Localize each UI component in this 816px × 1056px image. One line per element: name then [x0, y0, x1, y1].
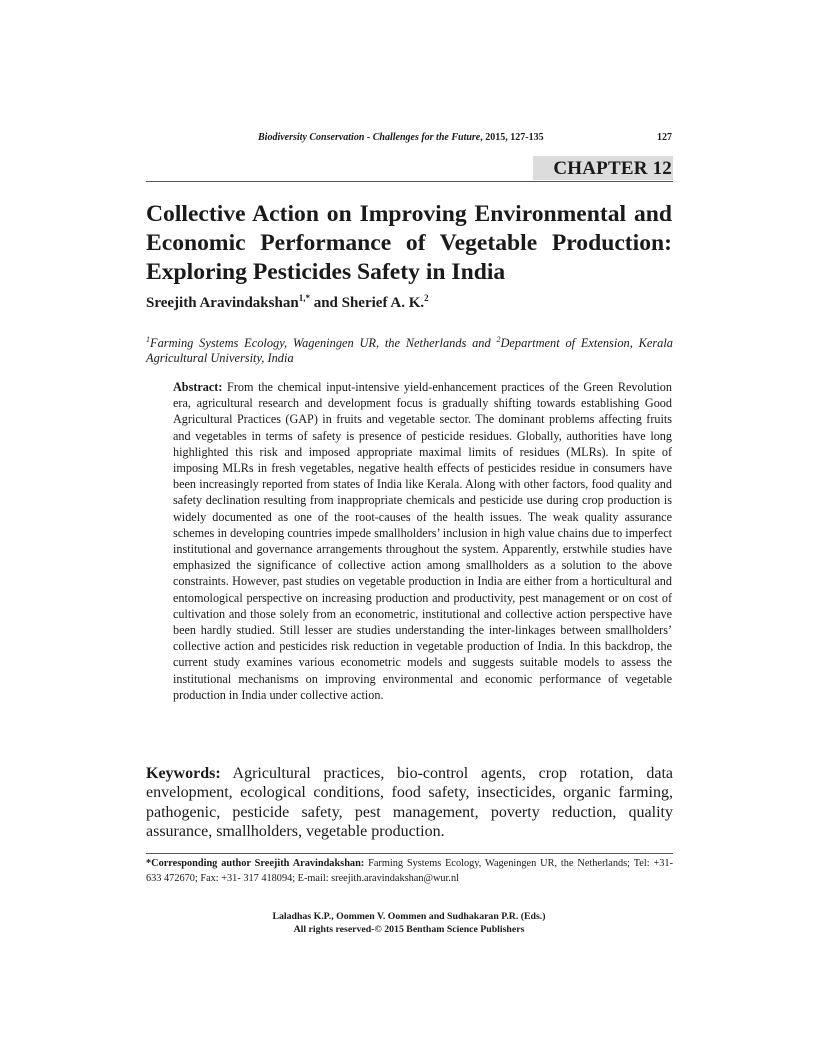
author-1-affiliation-mark: 1,*	[298, 293, 310, 303]
abstract-text: From the chemical input-intensive yield-enhancement practices of the Green Revolution era, agricultural research and development focus is gradually shifting towards establishing Good Agricultural Practices (GAP) in fruits and vegetable sector. The dominant problems affecting fruits and vegetables in terms of safety is presence of pesticide residues. Globally, authorities have long highlighted this risk and imposed appropriate maximal limits of residues (MLRs). In spite of imposing MLRs in fresh vegetables, negative health effects of pesticides residue in consumers have been increasingly reported from states of India like Kerala. Along with other factors, food quality and safety declination resulting from inappropriate chemicals and pesticide use during crop production is widely documented as one of the root-causes of the health issues. The weak quality assurance schemes in developing countries impede smallholders’ inclusion in high value chains due to imperfect institutional and governance arrangements throughout the system. Apparently, erstwhile studies have emphasized the significance of collective action among smallholders as a solution to the above constraints. However, past studies on vegetable production in India are either from a horticultural and entomological perspective on increasing production and productivity, pest management or on cost of cultivation and those solely from an econometric, institutional and collective action perspective have been hardly studied. Still lesser are studies understanding the inter-linkages between smallholders’ collective action and pesticides risk reduction in vegetable production of India. In this backdrop, the current study examines various econometric models and suggests suitable models to assess the institutional mechanisms on improving environmental and economic performance of vegetable production in India under collective action.	[173, 380, 672, 702]
journal-details: , 2015, 127-135	[480, 132, 544, 143]
chapter-divider	[146, 181, 673, 182]
keywords-text: Agricultural practices, bio-control agents, crop rotation, data envelopment, ecological conditions, food safety, insecticides, organic farming, pathogenic, pesticide safety, pest management, poverty reduction, quality assurance, smallholders, vegetable production.	[146, 765, 673, 841]
page-footer	[146, 910, 672, 936]
page-number: 127	[657, 132, 672, 143]
author-line	[146, 293, 672, 312]
paper-title: Collective Action on Improving Environmental and Economic Performance of Vegetable Production: Exploring Pesticides Safety in India	[146, 201, 672, 285]
author-2-name: Sherief A. K.	[341, 295, 425, 311]
journal-citation	[258, 132, 544, 143]
affiliation-2-mark: 2	[496, 335, 501, 344]
journal-title: Biodiversity Conservation - Challenges for the Future	[258, 132, 481, 143]
copyright-line: All rights reserved-© 2015 Bentham Science Publishers	[293, 924, 525, 935]
author-1-name: Sreejith Aravindakshan	[146, 295, 299, 311]
keywords	[146, 764, 673, 842]
footnote-divider	[146, 853, 673, 854]
author-connector: and	[309, 295, 342, 311]
author-2-affiliation-mark: 2	[424, 293, 429, 303]
footnote-text: Farming Systems Ecology, Wageningen UR, the Netherlands; Tel: +31- 633 472670; Fax: +31- 317 418094; E-mail: sreejith.aravindakshan@wur.nl	[146, 858, 673, 884]
editors-line: Laladhas K.P., Oommen V. Oommen and Sudhakaran P.R. (Eds.)	[272, 911, 546, 922]
affiliations	[146, 332, 673, 366]
abstract-label: Abstract:	[173, 380, 223, 394]
chapter-label: CHAPTER 12	[553, 158, 672, 179]
corresponding-author-footnote	[146, 857, 673, 886]
affiliation-1-mark: 1	[146, 335, 150, 344]
affiliation-2-text: Department of Extension, Kerala Agricultural University, India	[146, 336, 673, 365]
abstract	[173, 379, 672, 703]
keywords-label: Keywords:	[146, 765, 221, 782]
affiliation-1-text: Farming Systems Ecology, Wageningen UR, the Netherlands and	[150, 336, 497, 350]
footnote-label: *Corresponding author Sreejith Aravindakshan:	[146, 858, 365, 869]
